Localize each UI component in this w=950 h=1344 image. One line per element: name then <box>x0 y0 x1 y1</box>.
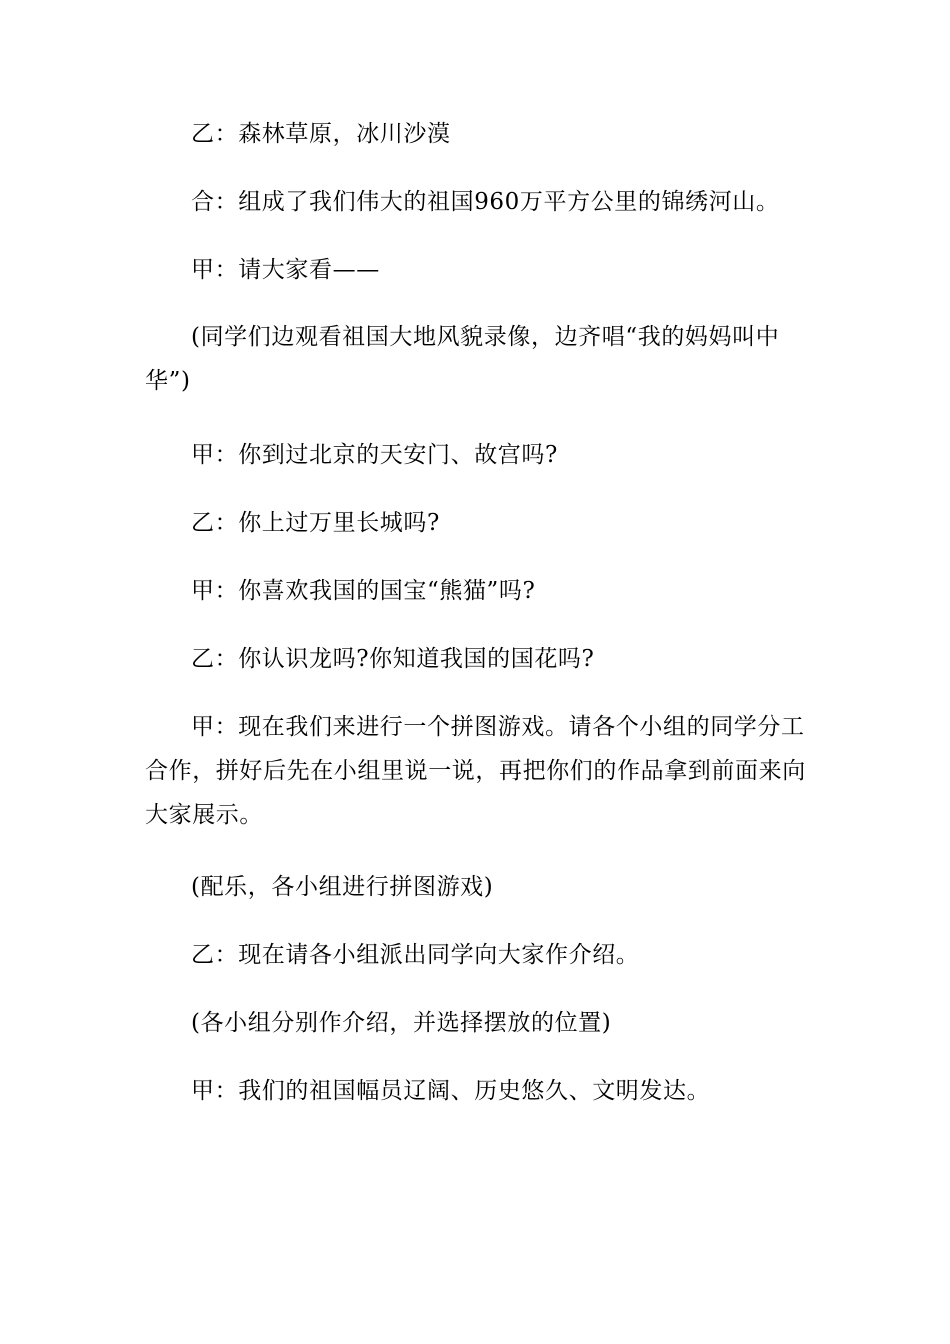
paragraph-line: 乙：你认识龙吗?你知道我国的国花吗? <box>191 646 595 672</box>
paragraph-line: 甲：我们的祖国幅员辽阔、历史悠久、文明发达。 <box>191 1078 711 1104</box>
paragraph-line: 乙：现在请各小组派出同学向大家作介绍。 <box>191 942 640 968</box>
stage-direction: (各小组分别作介绍，并选择摆放的位置) <box>191 1010 612 1036</box>
paragraph-line: 甲：现在我们来进行一个拼图游戏。请各个小组的同学分工合作，拼好后先在小组里说一说，再把你们的作品拿到前面来向大家展示。 <box>145 714 806 828</box>
paragraph-line: 合：组成了我们伟大的祖国960万平方公里的锦绣河山。 <box>191 189 780 215</box>
paragraph-line: 乙：森林草原，冰川沙漠 <box>191 121 451 147</box>
stage-direction: (配乐，各小组进行拼图游戏) <box>191 874 494 900</box>
paragraph-line: 甲：你喜欢我国的国宝“熊猫”吗? <box>191 578 536 604</box>
stage-direction: (同学们边观看祖国大地风貌录像，边齐唱“我的妈妈叫中华”) <box>145 324 780 394</box>
paragraph-line: 甲：请大家看—— <box>191 257 380 283</box>
paragraph-line: 乙：你上过万里长城吗? <box>191 510 440 536</box>
paragraph-line: 甲：你到过北京的天安门、故宫吗? <box>191 442 558 468</box>
